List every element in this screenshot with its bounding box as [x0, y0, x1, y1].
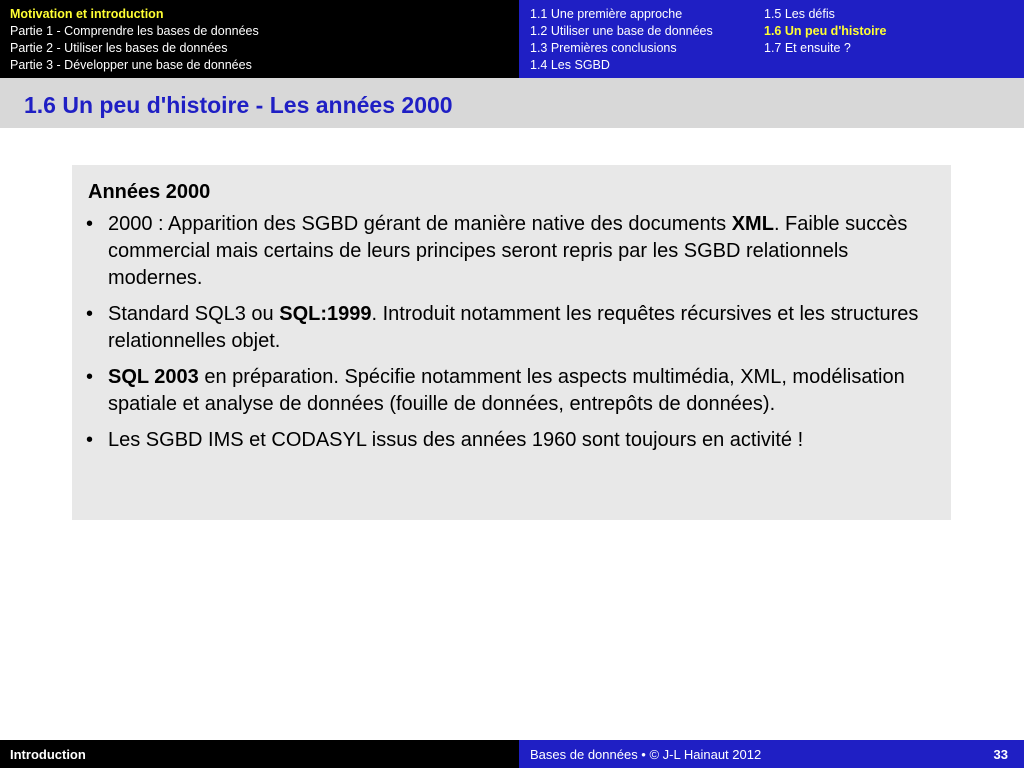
nav-link-col2-1[interactable]: 1.6 Un peu d'histoire: [764, 24, 887, 38]
bullet-dot-icon: •: [86, 366, 94, 388]
bullet-text: Les SGBD IMS et CODASYL issus des années 1960 sont toujours en activité !: [108, 429, 804, 451]
nav-link-col1-0[interactable]: 1.1 Une première approche: [530, 7, 683, 21]
nav-link-left-3[interactable]: Partie 3 - Développer une base de données: [10, 58, 252, 72]
nav-link-left-2[interactable]: Partie 2 - Utiliser les bases de données: [10, 41, 228, 55]
bullet-item: [86, 211, 936, 292]
bullet-text: Standard SQL3 ou: [108, 303, 280, 325]
bullet-text: . Faible succès commercial mais certains de leurs principes seront repris par les SGBD relationnels modernes.: [108, 213, 908, 289]
bullet-list: [86, 211, 936, 463]
nav-link-col1-3[interactable]: 1.4 Les SGBD: [530, 58, 610, 72]
bullet-item: [86, 364, 936, 418]
bullet-item: [86, 427, 936, 454]
bullet-emphasis: SQL:1999: [279, 303, 372, 325]
bullet-emphasis: XML: [731, 213, 774, 235]
bullet-emphasis: SQL 2003: [108, 366, 199, 388]
block-title: Années 2000: [88, 181, 211, 203]
bullet-text: 2000 : Apparition des SGBD gérant de manière native des documents: [108, 213, 732, 235]
nav-link-col2-2[interactable]: 1.7 Et ensuite ?: [764, 41, 851, 55]
bullet-text: . Introduit notamment les requêtes récursives et les structures relationnelles objet.: [108, 303, 919, 352]
nav-link-left-0[interactable]: Motivation et introduction: [10, 7, 164, 21]
bullet-text: en préparation. Spécifie notamment les aspects multimédia, XML, modélisation spatiale et analyse de données (fouille de données, entrepôts de données).: [108, 366, 905, 415]
footer-course-info: Bases de données • © J-L Hainaut 2012: [530, 747, 762, 762]
bullet-dot-icon: •: [86, 429, 94, 451]
bullet-dot-icon: •: [86, 303, 94, 325]
nav-link-left-1[interactable]: Partie 1 - Comprendre les bases de données: [10, 24, 259, 38]
nav-link-col2-0[interactable]: 1.5 Les défis: [764, 7, 835, 21]
footer-page-number: 33: [993, 747, 1008, 762]
footer-section-link[interactable]: Introduction: [10, 747, 86, 762]
bullet-dot-icon: •: [86, 213, 94, 235]
bullet-item: [86, 301, 936, 355]
page-title: 1.6 Un peu d'histoire - Les années 2000: [24, 92, 453, 118]
nav-link-col1-1[interactable]: 1.2 Utiliser une base de données: [530, 24, 713, 38]
nav-link-col1-2[interactable]: 1.3 Premières conclusions: [530, 41, 677, 55]
